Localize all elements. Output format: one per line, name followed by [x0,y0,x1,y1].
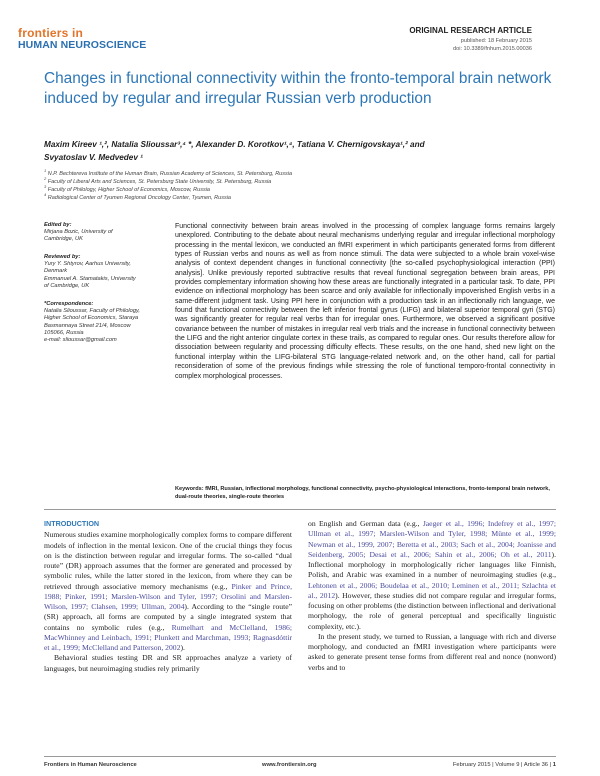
body-column-left [44,519,292,674]
author-list [44,139,564,164]
journal-brand-line2: HUMAN NEUROSCIENCE [18,39,147,51]
body-paragraph: Numerous studies examine morphologically complex forms to compare different models of inflection in the mental lexicon. One of the crucial things they focus on is the distinction between regular and irregular forms. The so-called “dual route” (DR) approach assumes that the former are generated and processed by symbolic rules, while the latter stored in the lexicon, from where they can be retrieved through associative memory mechanisms (e.g., Pinker and Prince, 1988; Pinker, 1991; Marslen-Wilson and Tyler, 1997; Orsolini and Marslen-Wilson, 1997; Clahsen, 1999; Ullman, 2004). According to the “single route” (SR) approach, all forms are computed by a single integrated system that contains no symbolic rules (e.g., Rumelhart and McClelland, 1986; MacWhinney and Leinbach, 1991; Plunkett and Marchman, 1993; Ragnasdóttir et al., 1999; McClelland and Patterson, 2002). [44,530,293,652]
citation-link[interactable]: Pinker and Prince, 1988; Pinker, 1991; Marslen-Wilson and Tyler, 1997; Orsolini and Marslen-Wilson, 1997; Clahsen, 1999; Ullman, 2004 [44,581,292,611]
citation-link[interactable]: Lehtonen et al., 2006; Boudelaa et al., 2010; Leminen et al., 2011; Szlachta et al., 2012 [308,580,556,600]
published-date: published: 18 February 2015 [460,38,532,44]
reviewed-by-label: Reviewed by: [44,254,81,260]
correspondence-email[interactable]: e-mail: slioussar@gmail.com [44,337,117,344]
footer-date-volume: February 2015 | Volume 9 | Article 36 | 1 [452,762,556,768]
footer-journal: Frontiers in Human Neuroscience [44,762,137,768]
correspondence-line: Natalia Slioussar, Faculty of Philology, [44,308,140,315]
edited-by-block [44,222,154,244]
reviewer-line: Emmanuel A. Stamatakis, University [44,275,136,282]
article-title: Changes in functional connectivity within the fronto-temporal brain network induced by regular and irregular Russian verb production [44,70,552,107]
author-name[interactable]: Svyatoslav V. Medvedev ¹ [44,152,143,162]
section-divider [44,509,556,510]
correspondence-line: Basmannaya Street 21/4, Moscow [44,322,131,329]
affiliation: $^2$ Faculty of Liberal Arts and Sciences, St. Petersburg State University, St. Petersburg, Russia [44,176,272,185]
author-name[interactable]: Tatiana V. Chernigovskaya¹,² [296,140,408,149]
section-heading: INTRODUCTION [44,519,100,528]
edited-by-label: Edited by: [44,222,72,228]
correspondence-label: *Correspondence: [44,301,94,307]
author-name[interactable]: Alexander D. Korotkov¹,⁴, [195,140,295,149]
reviewer-line: of Cambridge, UK [44,282,90,289]
abstract-text: Functional connectivity between brain areas involved in the processing of complex language forms remains largely unexplored. Contributing to the debate about neural mechanisms underlying regular and irregular inflectional morphology processing in the mental lexicon, we conducted an fMRI experiment in which participants generated forms from different types of Russian verbs and nouns as well as from nonce stimuli. The data were subjected to a whole brain voxel-wise analysis of context dependent changes in functional connectivity [the so-called psychophysiological interaction (PPI) analysis]. Unlike previously reported subtractive results that reveal functional segregation between brain areas, PPI provides complementary information showing how these areas are functionally integrated in a particular task. To date, PPI evidence on inflectional morphology has been scarce and only available for inflectionally impoverished English verbs in a same-different judgment task. Using PPI here in conjunction with a production task in an inflectionally rich language, we found that functional connectivity between the left inferior frontal gyrus (LIFG) and bilateral superior temporal gyri (STG) was significantly greater for regular real verbs than for irregular ones. Furthermore, we observed a significant positive covariance between the number of mistakes in irregular real verb trials and the increase in functional connectivity between the LIFG and the right anterior cingulate cortex in these trails, as compared to regular ones. Our results therefore allow for dissociation between regularity and processing difficulty effects. These results, on the one hand, shed new light on the functional interplay within the LIFG-bilateral STG language-related network and, on the other hand, call for partial reconsideration of some of the previous findings while stressing the role of functional temporo-frontal connectivity in complex morphological processes. [175,223,555,380]
body-paragraph: on English and German data (e.g., Jaeger et al., 1996; Indefrey et al., 1997; Ullman et al., 1997; Marslen-Wilson and Tyler, 1998; Münte et al., 1999; Newman et al., 1999, 2007; Beretta et al., 2003; Sach et al., 2004; Joanisse and Seidenberg, 2005; Desai et al., 2006; Sahin et al., 2006; Oh et al., 2011). Inflectional morphology in morphologically richer languages like Finnish, Polish, and Arabic was examined in a number of neuroimaging studies (e.g., Lehtonen et al., 2006; Boudelaa et al., 2010; Leminen et al., 2011; Szlachta et al., 2012). However, these studies did not compare regular and irregular forms, focusing on other problems (the distinction between inflectional and derivational morphology, the role of general perceptual and specifically linguistic complexity, etc.). [308,519,556,631]
doi-link[interactable]: doi: 10.3389/fnhum.2015.00036 [452,46,532,52]
editor-line: Mirjana Bozic, University of [44,229,113,236]
editor-line: Cambridge, UK [44,236,83,243]
affiliation: $^4$ Radiological Center of Tyumen Regional Oncology Center, Tyumen, Russia [44,192,231,201]
body-paragraph: In the present study, we turned to Russian, a language with rich and diverse morphology, and conducted an fMRI investigation where participants were asked to generate present tense forms from different real and nonce (nonword) verbs and to [308,631,556,672]
affiliation: $^1$ N.P. Bechtereva Institute of the Human Brain, Russian Academy of Sciences, St. Petersburg, Russia [44,168,293,177]
affiliation: $^3$ Faculty of Philology, Higher School of Economics, Moscow, Russia [44,184,210,193]
reviewer-line: Denmark [44,268,68,275]
body-paragraph: Behavioral studies testing DR and SR approaches analyze a variety of languages, but neuroimaging studies rely primarily [44,653,292,673]
journal-brand-line1: frontiers in [18,26,84,40]
footer-divider [44,756,556,757]
keywords: Keywords: fMRI, Russian, inflectional morphology, functional connectivity, psycho-physiological interactions, fronto-temporal brain network, dual-route theories, single-route theories [175,486,550,500]
citation-link[interactable]: Jaeger et al., 1996; Indefrey et al., 1997; Ullman et al., 1997; Marslen-Wilson and Tyler, 1998; Münte et al., 1999; Newman et al., 1999, 2007; Beretta et al., 2003; Sach et al., 2004; Joanisse and Seidenberg, 2005; Desai et al., 2006; Sahin et al., 2006; Oh et al., 2011 [308,519,556,559]
correspondence-line: Higher School of Economics, Staraya [44,315,139,322]
footer-url[interactable]: www.frontiersin.org [262,762,317,768]
correspondence-line: 105066, Russia [44,329,84,336]
article-type: ORIGINAL RESEARCH ARTICLE [409,26,532,35]
citation-link[interactable]: Rumelhart and McClelland, 1986; MacWhinney and Leinbach, 1991; Plunkett and Marchman, 1993; Ragnasdóttir et al., 1999; McClelland and Patterson, 2002 [44,622,292,652]
page-number: 1 [552,762,556,768]
author-name[interactable]: Natalia Slioussar³,⁴ *, [111,140,194,149]
author-name[interactable]: Maxim Kireev ¹,², [44,140,110,149]
author-conjunction: and [410,140,425,149]
body-column-right [308,519,556,673]
correspondence-block [44,301,154,344]
reviewed-by-block [44,254,154,290]
reviewer-line: Yury Y. Shtyrov, Aarhus University, [44,261,131,268]
